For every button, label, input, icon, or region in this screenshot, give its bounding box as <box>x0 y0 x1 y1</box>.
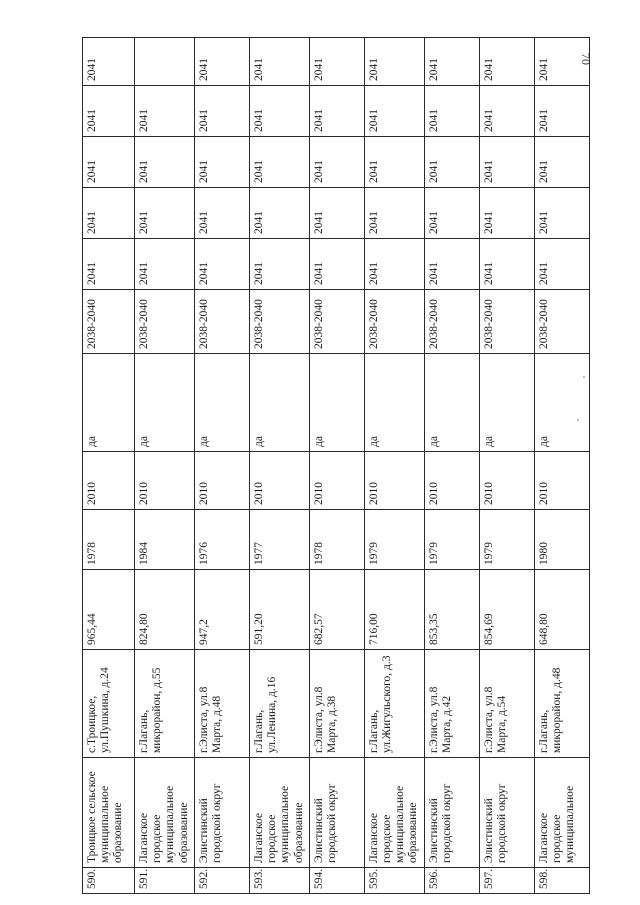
year-2041-a-cell: 2041 <box>424 239 479 290</box>
build-year-cell: 1978 <box>83 510 135 570</box>
area-cell: 824,80 <box>135 570 195 650</box>
municipality-cell: Лаганское городское муниципальное <box>534 758 589 868</box>
year-2041-e-cell: 2041 <box>249 38 309 86</box>
municipality-cell: Элистинский городской округ <box>479 758 534 868</box>
year-2041-e-cell: 2041 <box>479 38 534 86</box>
year-2041-b-cell: 2041 <box>83 188 135 239</box>
year-2041-c-cell: 2041 <box>309 137 364 188</box>
year-2041-c-cell: 2041 <box>424 137 479 188</box>
table-row <box>309 38 364 894</box>
year-2041-a-cell: 2041 <box>135 239 195 290</box>
area-cell: 648,80 <box>534 570 589 650</box>
build-year-cell: 1979 <box>424 510 479 570</box>
area-cell: 854,69 <box>479 570 534 650</box>
year-2041-e-cell: 2041 <box>309 38 364 86</box>
area-cell: 965,44 <box>83 570 135 650</box>
year-2041-e-cell: 2041 <box>424 38 479 86</box>
year-2041-d-cell: 2041 <box>135 86 195 137</box>
area-cell: 853,35 <box>424 570 479 650</box>
year-2041-c-cell: 2041 <box>194 137 249 188</box>
build-year-cell: 1984 <box>135 510 195 570</box>
year-2041-e-cell: 2041 <box>83 38 135 86</box>
address-cell: г.Элиста, ул.8 Марта, д.48 <box>194 650 249 758</box>
survey-year-cell: 2010 <box>309 452 364 510</box>
table-row <box>364 38 424 894</box>
year-2041-c-cell: 2041 <box>534 137 589 188</box>
repair-period-cell: 2038-2040 <box>479 290 534 354</box>
repair-period-cell: 2038-2040 <box>194 290 249 354</box>
survey-year-cell: 2010 <box>534 452 589 510</box>
repair-period-cell: 2038-2040 <box>135 290 195 354</box>
row-number-cell: 598. <box>534 868 589 894</box>
table-row <box>534 38 589 894</box>
survey-year-cell: 2010 <box>135 452 195 510</box>
year-2041-b-cell: 2041 <box>424 188 479 239</box>
repair-period-cell: 2038-2040 <box>364 290 424 354</box>
row-number-cell: 596. <box>424 868 479 894</box>
build-year-cell: 1976 <box>194 510 249 570</box>
build-year-cell: 1980 <box>534 510 589 570</box>
address-cell: г.Элиста, ул.8 Марта, д.42 <box>424 650 479 758</box>
year-2041-a-cell: 2041 <box>364 239 424 290</box>
row-number-cell: 590. <box>83 868 135 894</box>
year-2041-d-cell: 2041 <box>249 86 309 137</box>
build-year-cell: 1979 <box>479 510 534 570</box>
repair-period-cell: 2038-2040 <box>309 290 364 354</box>
municipality-cell: Лаганское городское муниципальное образование <box>135 758 195 868</box>
page-number: 70 <box>579 53 593 65</box>
year-2041-a-cell: 2041 <box>194 239 249 290</box>
address-cell: г.Лагань, микрорайон, д.48 <box>534 650 589 758</box>
area-cell: 682,57 <box>309 570 364 650</box>
flag-yes-cell: да <box>364 354 424 452</box>
year-2041-d-cell: 2041 <box>364 86 424 137</box>
flag-yes-cell: да <box>424 354 479 452</box>
municipality-cell: Троицкое сельское муниципальное образование <box>83 758 135 868</box>
flag-yes-cell: да <box>479 354 534 452</box>
year-2041-c-cell: 2041 <box>479 137 534 188</box>
build-year-cell: 1979 <box>364 510 424 570</box>
flag-yes-cell: да <box>309 354 364 452</box>
survey-year-cell: 2010 <box>479 452 534 510</box>
table-row <box>424 38 479 894</box>
flag-yes-cell: да <box>534 354 589 452</box>
address-cell: г.Элиста, ул.8 Марта, д.54 <box>479 650 534 758</box>
table-body <box>83 38 590 894</box>
year-2041-d-cell: 2041 <box>83 86 135 137</box>
year-2041-d-cell: 2041 <box>424 86 479 137</box>
row-number-cell: 591. <box>135 868 195 894</box>
survey-year-cell: 2010 <box>194 452 249 510</box>
survey-year-cell: 2010 <box>249 452 309 510</box>
year-2041-e-cell: 2041 <box>534 38 589 86</box>
address-cell: г.Лагань, микрорайон, д.55 <box>135 650 195 758</box>
address-cell: г.Лагань, ул.Ленина, д.16 <box>249 650 309 758</box>
flag-yes-cell: да <box>83 354 135 452</box>
municipality-cell: Элистинский городской округ <box>309 758 364 868</box>
address-cell: с.Троицкое, ул.Пушкина, д.24 <box>83 650 135 758</box>
year-2041-a-cell: 2041 <box>479 239 534 290</box>
build-year-cell: 1978 <box>309 510 364 570</box>
area-cell: 716,00 <box>364 570 424 650</box>
table-row <box>479 38 534 894</box>
year-2041-d-cell: 2041 <box>534 86 589 137</box>
flag-yes-cell: да <box>249 354 309 452</box>
year-2041-b-cell: 2041 <box>479 188 534 239</box>
year-2041-a-cell: 2041 <box>83 239 135 290</box>
year-2041-b-cell: 2041 <box>135 188 195 239</box>
year-2041-e-cell: 2041 <box>194 38 249 86</box>
repair-period-cell: 2038-2040 <box>249 290 309 354</box>
year-2041-b-cell: 2041 <box>194 188 249 239</box>
survey-year-cell: 2010 <box>364 452 424 510</box>
repair-period-cell: 2038-2040 <box>534 290 589 354</box>
year-2041-b-cell: 2041 <box>309 188 364 239</box>
row-number-cell: 593. <box>249 868 309 894</box>
year-2041-c-cell: 2041 <box>83 137 135 188</box>
table-row <box>135 38 195 894</box>
municipality-cell: Элистинский городской округ <box>194 758 249 868</box>
municipality-cell: Элистинский городской округ <box>424 758 479 868</box>
repair-period-cell: 2038-2040 <box>424 290 479 354</box>
year-2041-b-cell: 2041 <box>249 188 309 239</box>
year-2041-a-cell: 2041 <box>309 239 364 290</box>
table-row <box>194 38 249 894</box>
row-number-cell: 592. <box>194 868 249 894</box>
table-row <box>249 38 309 894</box>
year-2041-d-cell: 2041 <box>309 86 364 137</box>
repair-period-cell: 2038-2040 <box>83 290 135 354</box>
year-2041-d-cell: 2041 <box>194 86 249 137</box>
rotated-table-container <box>82 38 579 894</box>
year-2041-b-cell: 2041 <box>364 188 424 239</box>
survey-year-cell: 2010 <box>83 452 135 510</box>
table-row <box>83 38 135 894</box>
area-cell: 591,20 <box>249 570 309 650</box>
flag-yes-cell: да <box>194 354 249 452</box>
row-number-cell: 597. <box>479 868 534 894</box>
build-year-cell: 1977 <box>249 510 309 570</box>
year-2041-e-cell: 2041 <box>364 38 424 86</box>
year-2041-c-cell: 2041 <box>249 137 309 188</box>
area-cell: 947,2 <box>194 570 249 650</box>
year-2041-a-cell: 2041 <box>249 239 309 290</box>
row-number-cell: 595. <box>364 868 424 894</box>
year-2041-d-cell: 2041 <box>479 86 534 137</box>
year-2041-b-cell: 2041 <box>534 188 589 239</box>
year-2041-e-cell <box>135 38 195 86</box>
survey-year-cell: 2010 <box>424 452 479 510</box>
address-cell: г.Элиста, ул.8 Марта, д.38 <box>309 650 364 758</box>
year-2041-c-cell: 2041 <box>364 137 424 188</box>
row-number-cell: 594. <box>309 868 364 894</box>
flag-yes-cell: да <box>135 354 195 452</box>
municipality-cell: Лаганское городское муниципальное образование <box>249 758 309 868</box>
year-2041-c-cell: 2041 <box>135 137 195 188</box>
year-2041-a-cell: 2041 <box>534 239 589 290</box>
housing-register-table <box>82 37 590 894</box>
municipality-cell: Лаганское городское муниципальное образование <box>364 758 424 868</box>
address-cell: г.Лагань, ул.Жигульского, д.3 <box>364 650 424 758</box>
